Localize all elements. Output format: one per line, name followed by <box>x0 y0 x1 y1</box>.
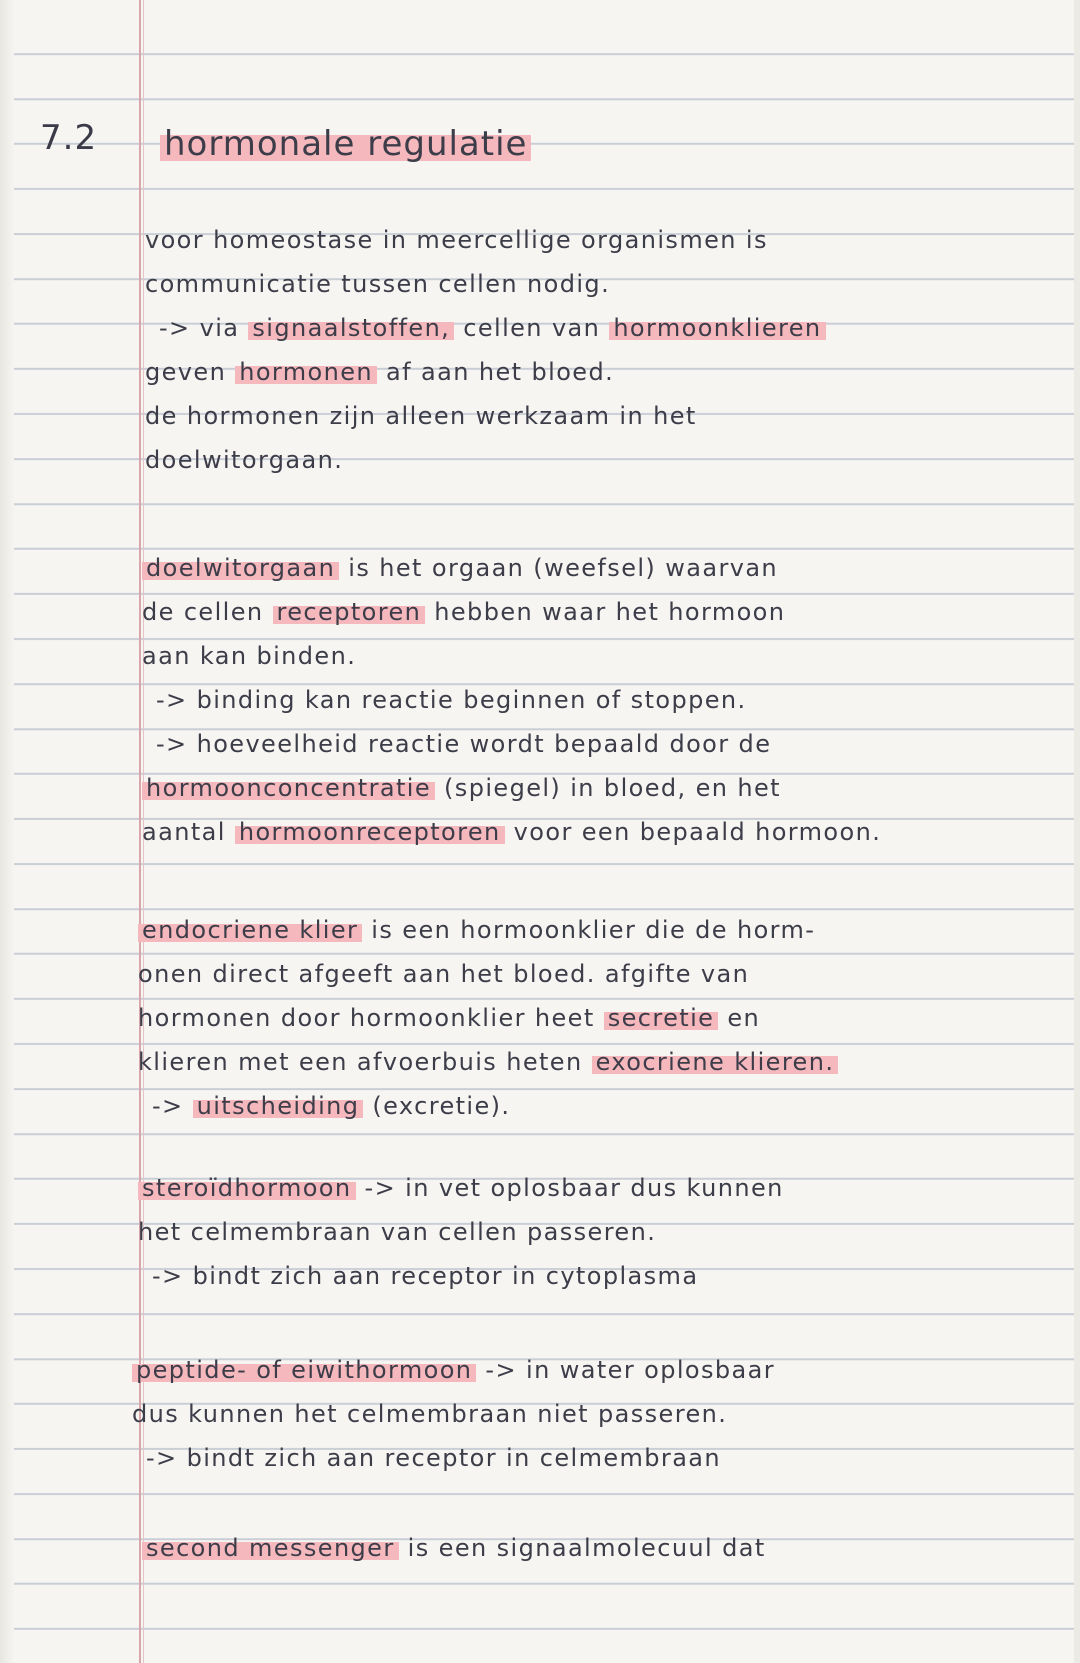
note-text: het celmembraan van cellen passeren. <box>138 1218 657 1246</box>
note-line <box>142 1534 766 1562</box>
page-edge <box>1074 0 1080 1663</box>
note-text: doelwitorgaan. <box>145 446 344 474</box>
note-line <box>145 402 697 430</box>
note-line <box>132 1356 775 1384</box>
note-text: klieren met een afvoerbuis heten <box>138 1048 592 1076</box>
note-text: de cellen <box>142 598 273 626</box>
note-line <box>156 686 747 714</box>
note-line <box>152 1262 698 1290</box>
note-text: -> <box>152 1092 193 1120</box>
note-line <box>145 446 343 474</box>
note-line <box>138 960 749 988</box>
note-line <box>132 1400 727 1428</box>
note-text: en <box>718 1004 761 1032</box>
highlighted-term: hormoonklieren <box>609 314 825 342</box>
note-text: -> bindt zich aan receptor in celmembraan <box>146 1444 722 1472</box>
highlighted-term: hormonen <box>235 358 377 386</box>
highlighted-term: secretie <box>604 1004 719 1032</box>
note-text: is een signaalmolecuul dat <box>398 1534 766 1562</box>
note-line <box>156 730 771 758</box>
highlighted-term: uitscheiding <box>193 1092 364 1120</box>
note-line <box>146 1444 721 1472</box>
note-text: (spiegel) in bloed, en het <box>435 774 781 802</box>
note-text: geven <box>145 358 236 386</box>
page-title: hormonale regulatie <box>160 124 531 164</box>
highlighted-term: second messenger <box>142 1534 399 1562</box>
note-text: dus kunnen het celmembraan niet passeren. <box>132 1400 728 1428</box>
note-line <box>142 554 778 582</box>
note-line <box>142 642 356 670</box>
note-text: -> in vet oplosbaar dus kunnen <box>355 1174 784 1202</box>
note-text: af aan het bloed. <box>377 358 615 386</box>
note-text: is een hormoonklier die de horm- <box>362 916 816 944</box>
highlighted-term: exocriene klieren. <box>592 1048 839 1076</box>
note-line <box>145 270 610 298</box>
note-line <box>138 1048 838 1076</box>
note-line <box>138 1174 784 1202</box>
chapter-number: 7.2 <box>40 118 98 158</box>
note-text: hebben waar het hormoon <box>425 598 786 626</box>
note-line <box>145 226 768 254</box>
note-text: aantal <box>142 818 235 846</box>
note-text: communicatie tussen cellen nodig. <box>145 270 611 298</box>
note-text: hormonen door hormoonklier heet <box>138 1004 604 1032</box>
note-line <box>142 598 785 626</box>
note-text: voor homeostase in meercellige organismen is <box>145 226 768 254</box>
note-line <box>138 1004 760 1032</box>
note-text: (excretie). <box>363 1092 511 1120</box>
note-line <box>138 916 815 944</box>
note-text: -> binding kan reactie beginnen of stoppen. <box>156 686 747 714</box>
note-text: voor een bepaald hormoon. <box>504 818 882 846</box>
highlighted-term: endocriene klier <box>138 916 362 944</box>
note-line <box>145 358 614 386</box>
highlighted-term: receptoren <box>273 598 426 626</box>
note-line <box>142 818 881 846</box>
note-text: cellen van <box>454 314 610 342</box>
note-text: -> bindt zich aan receptor in cytoplasma <box>152 1262 699 1290</box>
highlighted-term: hormoonreceptoren <box>235 818 505 846</box>
note-line <box>142 774 781 802</box>
note-text: aan kan binden. <box>142 642 357 670</box>
note-line <box>138 1218 656 1246</box>
highlighted-term: doelwitorgaan <box>142 554 339 582</box>
note-text: -> in water oplosbaar <box>476 1356 776 1384</box>
note-line <box>159 314 826 342</box>
highlighted-term: peptide- of eiwithormoon <box>132 1356 476 1384</box>
highlighted-term: signaalstoffen, <box>248 314 454 342</box>
note-text: de hormonen zijn alleen werkzaam in het <box>145 402 697 430</box>
note-text: onen direct afgeeft aan het bloed. afgifte van <box>138 960 750 988</box>
highlighted-term: hormoonconcentratie <box>142 774 435 802</box>
note-line <box>152 1092 510 1120</box>
highlighted-term: steroïdhormoon <box>138 1174 356 1202</box>
note-text: is het orgaan (weefsel) waarvan <box>339 554 779 582</box>
note-text: -> via <box>159 314 249 342</box>
note-text: -> hoeveelheid reactie wordt bepaald door de <box>156 730 772 758</box>
